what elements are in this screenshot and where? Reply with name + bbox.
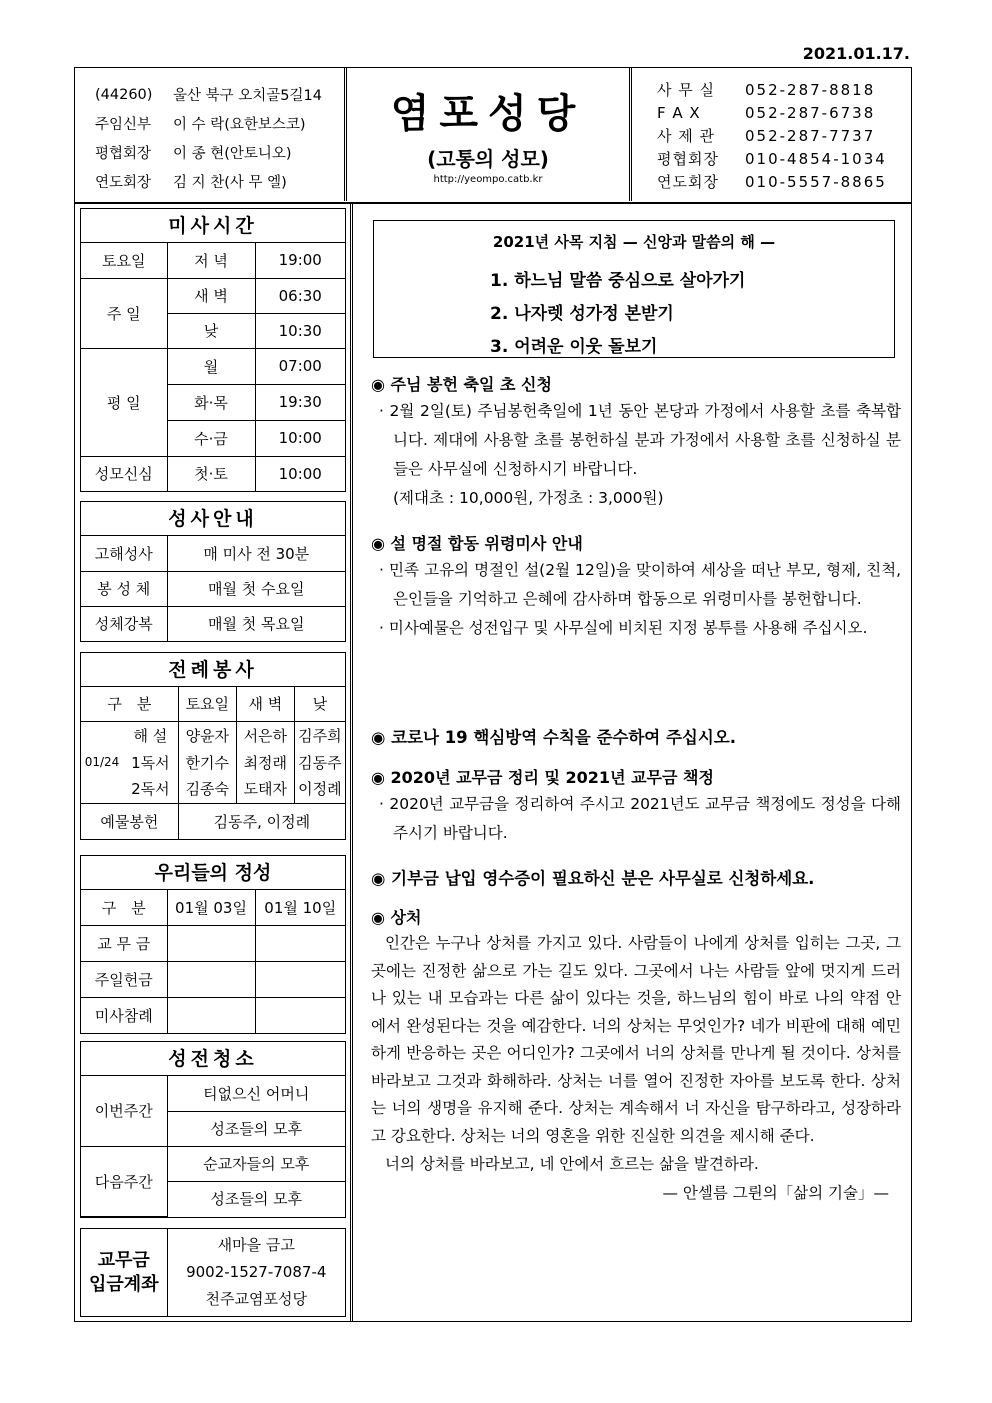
mass-slot: 화·목 xyxy=(167,384,255,420)
notice-text: · 2020년 교무금을 정리하여 주시고 2021년도 교무금 책정에도 정성을 다해 주시기 바랍니다. xyxy=(379,795,901,842)
cleaning-group: 성조들의 모후 xyxy=(167,1181,345,1216)
header-title-block xyxy=(347,68,632,201)
cleaning-box xyxy=(80,1041,346,1218)
notice-title: ◉ 2020년 교무금 정리 및 2021년 교무금 책정 xyxy=(371,768,714,787)
reflection-wound xyxy=(371,905,901,1208)
notice-covid xyxy=(371,724,901,748)
mass-time: 10:30 xyxy=(255,313,345,348)
server-name: 양윤자 xyxy=(178,721,236,749)
info-value: 이 종 현(안토니오) xyxy=(173,146,292,162)
sidebar xyxy=(75,204,353,1321)
mass-times-title: 미사시간 xyxy=(81,209,345,243)
account-box xyxy=(80,1228,346,1317)
sincerity-box xyxy=(80,855,346,1034)
sacrament-label: 고해성사 xyxy=(81,536,167,571)
service-date: 01/24 xyxy=(81,721,123,803)
week-label: 다음주간 xyxy=(81,1146,167,1216)
church-url[interactable]: http://yeompo.catb.kr xyxy=(433,174,543,185)
liturgy-title: 전례봉사 xyxy=(81,653,345,687)
server-name: 최정래 xyxy=(236,749,294,775)
cleaning-title: 성전청소 xyxy=(81,1042,345,1076)
contact-label: 사 무 실 xyxy=(657,81,716,99)
bulletin-date: 2021.01.17. xyxy=(802,44,910,63)
reflection-title: ◉ 상처 xyxy=(371,908,422,927)
sincerity-title: 우리들의 정성 xyxy=(81,856,345,890)
contact-number: 052-287-6738 xyxy=(745,103,876,122)
info-label: 주임신부 xyxy=(95,117,152,133)
guideline-item: 3. 어려운 이웃 돌보기 xyxy=(490,337,658,357)
account-holder: 천주교염포성당 xyxy=(205,1290,307,1308)
guideline-title: 2021년 사목 지침 — 신앙과 말씀의 해 — xyxy=(492,233,776,251)
cleaning-group: 성조들의 모후 xyxy=(167,1111,345,1146)
notice-candles xyxy=(371,372,901,513)
mass-time: 19:00 xyxy=(255,243,345,278)
contact-row xyxy=(657,170,911,193)
column-header: 01월 10일 xyxy=(255,890,345,925)
empty-cell xyxy=(167,961,255,997)
main-content xyxy=(357,204,911,1321)
sacrament-schedule: 매월 첫 목요일 xyxy=(167,606,345,641)
info-row xyxy=(95,167,344,196)
empty-cell xyxy=(255,925,345,961)
notice-contribution xyxy=(371,765,901,848)
info-label: 연도회장 xyxy=(95,175,152,191)
contact-row xyxy=(657,147,911,170)
week-label: 이번주간 xyxy=(81,1076,167,1146)
sacrament-schedule: 매 미사 전 30분 xyxy=(167,536,345,571)
sacrament-box xyxy=(80,501,346,642)
column-header: 새 벽 xyxy=(236,687,294,721)
church-name: 염포성당 xyxy=(390,91,586,137)
contact-number: 052-287-7737 xyxy=(745,126,876,145)
cleaning-table xyxy=(81,1076,345,1217)
mass-time: 06:30 xyxy=(255,278,345,313)
empty-cell xyxy=(255,997,345,1033)
sacrament-label: 봉 성 체 xyxy=(81,571,167,606)
guideline-item: 2. 나자렛 성가정 본받기 xyxy=(490,304,674,324)
info-row xyxy=(95,109,344,138)
day-label: 평 일 xyxy=(81,348,167,456)
column-header: 01월 03일 xyxy=(167,890,255,925)
server-name: 김주희 xyxy=(294,721,345,749)
bulletin-body xyxy=(74,203,912,1322)
header-info xyxy=(75,68,347,201)
server-name: 김동주 xyxy=(294,749,345,775)
info-label: 평협회장 xyxy=(95,146,152,162)
server-name: 도태자 xyxy=(236,775,294,803)
sacrament-title: 성사안내 xyxy=(81,502,345,536)
column-header: 토요일 xyxy=(178,687,236,721)
role-label: 1독서 xyxy=(123,749,178,775)
role-label: 해 설 xyxy=(123,721,178,749)
day-label: 토요일 xyxy=(81,243,167,278)
contact-label: 평협회장 xyxy=(657,150,719,168)
notice-title: ◉ 기부금 납입 영수증이 필요하신 분은 사무실로 신청하세요. xyxy=(371,869,815,888)
row-label: 미사참례 xyxy=(81,997,167,1033)
notice-text: · 2월 2일(토) 주님봉헌축일에 1년 동안 본당과 가정에서 사용할 초를 축복합니다. 제대에 사용할 초를 봉헌하실 분과 가정에서 사용할 초를 신청하실 분들은 사무실에 신청하시기 바랍니다. xyxy=(379,402,901,478)
sacrament-table xyxy=(81,536,345,641)
column-header: 구 분 xyxy=(81,687,178,721)
reflection-text: 인간은 누구나 상처를 가지고 있다. 사람들이 나에게 상처를 입히는 그곳, 그곳에는 진정한 삶으로 가는 길도 있다. 그곳에서 나는 사람들 앞에 멋지게 드러나 있는 내 모습과는 다른 삶이 있다는 것을, 하느님의 힘이 바로 나의 약점 안에서 완성된다는 것을 예감한다. 너의 상처는 무엇인가? 네가 비판에 대해 예민하게 반응하는 곳은 어디인가? 그곳에서 너의 상처를 만나게 될 것이다. 상처를 바라보고 그것과 화해하라. 상처는 너를 열어 진정한 자아를 보도록 한다. 상처는 너의 생명을 유지해 준다. 상처는 계속해서 너 자신을 탐구하라고, 성장하라고 강요한다. 상처는 너의 영혼을 위한 진실한 의견을 제시해 준다. xyxy=(371,934,901,1145)
account-label xyxy=(81,1229,167,1316)
sacrament-label: 성체강복 xyxy=(81,606,167,641)
server-name: 서은하 xyxy=(236,721,294,749)
sincerity-table xyxy=(81,890,345,1033)
liturgy-table xyxy=(81,687,345,839)
contact-row xyxy=(657,78,911,101)
mass-times-box xyxy=(80,208,346,492)
role-label: 2독서 xyxy=(123,775,178,803)
bulletin-frame xyxy=(74,67,912,1322)
server-name: 이정례 xyxy=(294,775,345,803)
day-label: 주 일 xyxy=(81,278,167,348)
church-subtitle: (고통의 성모) xyxy=(427,147,549,171)
sacrament-schedule: 매월 첫 수요일 xyxy=(167,571,345,606)
header-contacts xyxy=(635,68,911,201)
info-value: 이 수 락(요한보스코) xyxy=(173,117,306,133)
info-value: 김 지 찬(사 무 엘) xyxy=(173,175,287,191)
info-row xyxy=(95,80,344,109)
cleaning-group: 순교자들의 모후 xyxy=(167,1146,345,1181)
address: 울산 북구 오치골5길14 xyxy=(173,88,322,104)
notice-title: ◉ 설 명절 합동 위령미사 안내 xyxy=(371,534,583,553)
contact-row xyxy=(657,101,911,124)
mass-slot: 낮 xyxy=(167,313,255,348)
guideline-item: 1. 하느님 말씀 중심으로 살아가기 xyxy=(490,271,746,291)
empty-cell xyxy=(167,997,255,1033)
row-label: 교 무 금 xyxy=(81,925,167,961)
mass-time: 07:00 xyxy=(255,348,345,384)
offering-label: 예물봉헌 xyxy=(81,803,178,839)
mass-slot: 첫·토 xyxy=(167,456,255,491)
empty-cell xyxy=(167,925,255,961)
row-label: 주일헌금 xyxy=(81,961,167,997)
mass-time: 10:00 xyxy=(255,420,345,456)
contact-number: 010-4854-1034 xyxy=(745,149,887,168)
contact-number: 010-5557-8865 xyxy=(745,172,887,191)
account-label-line: 입금계좌 xyxy=(88,1273,159,1295)
notice-text: · 민족 고유의 명절인 설(2월 12일)을 맞이하여 세상을 떠난 부모, 형제, 친척, 은인들을 기억하고 은혜에 감사하며 합동으로 위령미사를 봉헌합니다. xyxy=(379,561,901,608)
mass-slot: 수·금 xyxy=(167,420,255,456)
contact-row xyxy=(657,124,911,147)
bank-name: 새마을 금고 xyxy=(217,1236,295,1254)
account-details xyxy=(167,1229,345,1316)
postcode: (44260) xyxy=(95,86,153,103)
empty-cell xyxy=(255,961,345,997)
server-name: 김종숙 xyxy=(178,775,236,803)
cleaning-group: 티없으신 어머니 xyxy=(167,1076,345,1111)
account-label-line: 교무금 xyxy=(97,1249,150,1271)
account-table xyxy=(81,1229,345,1316)
notice-price: (제대초 : 10,000원, 가정초 : 3,000원) xyxy=(393,489,664,507)
contact-label: 연도회장 xyxy=(657,173,719,191)
day-label: 성모신심 xyxy=(81,456,167,491)
mass-time: 19:30 xyxy=(255,384,345,420)
mass-slot: 새 벽 xyxy=(167,278,255,313)
mass-slot: 저 녁 xyxy=(167,243,255,278)
info-row xyxy=(95,138,344,167)
reflection-closing: 너의 상처를 바라보고, 네 안에서 흐르는 삶을 발견하라. xyxy=(385,1155,759,1173)
mass-times-table xyxy=(81,243,345,491)
contact-label: 사 제 관 xyxy=(657,127,716,145)
contact-label: F A X xyxy=(657,103,701,122)
server-name: 한기수 xyxy=(178,749,236,775)
notice-title: ◉ 코로나 19 핵심방역 수칙을 준수하여 주십시오. xyxy=(371,728,736,747)
pastoral-guideline-box xyxy=(373,220,895,358)
header xyxy=(74,67,912,203)
contact-number: 052-287-8818 xyxy=(745,80,876,99)
notice-title: ◉ 주님 봉헌 축일 초 신청 xyxy=(371,375,552,394)
notice-memorial-mass xyxy=(371,531,901,643)
column-header: 구 분 xyxy=(81,890,167,925)
notice-receipt xyxy=(371,865,901,889)
liturgy-box xyxy=(80,652,346,840)
mass-slot: 월 xyxy=(167,348,255,384)
notice-text: · 미사예물은 성전입구 및 사무실에 비치된 지정 봉투를 사용해 주십시오. xyxy=(379,619,868,637)
column-header: 낮 xyxy=(294,687,345,721)
offering-names: 김동주, 이정례 xyxy=(178,803,345,839)
account-number: 9002-1527-7087-4 xyxy=(186,1263,327,1281)
mass-time: 10:00 xyxy=(255,456,345,491)
reflection-source: — 안셀름 그륀의「삶의 기술」— xyxy=(662,1184,889,1202)
